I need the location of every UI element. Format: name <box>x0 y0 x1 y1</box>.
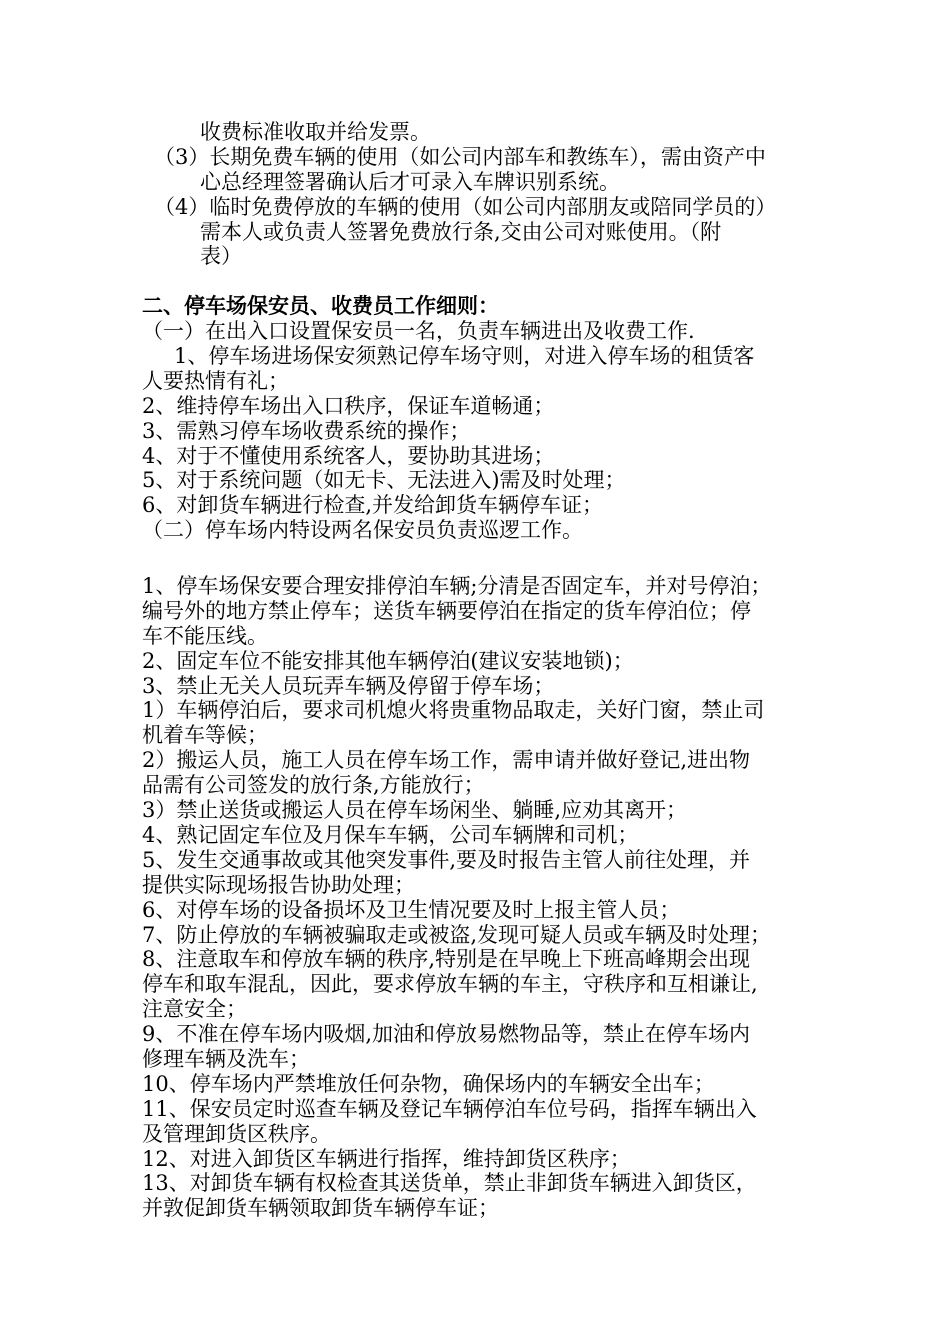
text-line: 10、停车场内严禁堆放任何杂物，确保场内的车辆安全出车； <box>142 1071 715 1096</box>
text-line: 需本人或负责人签署免费放行条,交由公司对账使用。（附 <box>200 219 722 244</box>
text-line: 6、对停车场的设备损坏及卫生情况要及时上报主管人员； <box>142 897 681 922</box>
text-line: （3）长期免费车辆的使用（如公司内部车和教练车），需由资产中 <box>154 144 766 169</box>
text-line: 4、熟记固定车位及月保车车辆，公司车辆牌和司机； <box>142 822 639 847</box>
blank-line <box>142 269 812 294</box>
text-line: 编号外的地方禁止停车；送货车辆要停泊在指定的货车停泊位；停 <box>142 598 751 623</box>
text-line: 品需有公司签发的放行条,方能放行； <box>142 773 485 798</box>
text-line: 提供实际现场报告协助处理； <box>142 872 415 897</box>
text-line: 修理车辆及洗车； <box>142 1046 310 1071</box>
text-line: 8、注意取车和停放车辆的秩序,特别是在早晚上下班高峰期会出现 <box>142 947 751 972</box>
text-line: 3、禁止无关人员玩弄车辆及停留于停车场； <box>142 673 555 698</box>
text-line: 2）搬运人员，施工人员在停车场工作，需申请并做好登记,进出物 <box>142 748 751 773</box>
text-line: 注意安全； <box>142 997 247 1022</box>
text-line: 机着车等候； <box>142 723 268 748</box>
text-line: 1、停车场保安要合理安排停泊车辆;分清是否固定车，并对号停泊； <box>142 574 772 599</box>
text-line: 12、对进入卸货区车辆进行指挥，维持卸货区秩序； <box>142 1146 631 1171</box>
text-line: 收费标准收取并给发票。 <box>200 120 431 144</box>
text-line: 3、需熟习停车场收费系统的操作； <box>142 418 471 443</box>
text-line: 心总经理签署确认后才可录入车牌识别系统。 <box>200 169 620 194</box>
text-line: 3）禁止送货或搬运人员在停车场闲坐、躺睡,应劝其离开； <box>142 798 688 823</box>
text-line: 1、停车场进场保安须熟记停车场守则，对进入停车场的租赁客 <box>174 344 755 369</box>
document-body <box>142 120 812 1221</box>
text-line: 及管理卸货区秩序。 <box>142 1121 331 1146</box>
text-line: （二）停车场内特设两名保安员负责巡逻工作。 <box>142 518 583 543</box>
text-line: 7、防止停放的车辆被骗取走或被盗,发现可疑人员或车辆及时处理； <box>142 922 772 947</box>
text-line: 5、发生交通事故或其他突发事件,要及时报告主管人前往处理，并 <box>142 847 751 872</box>
text-line: 11、保安员定时巡查车辆及登记车辆停泊车位号码，指挥车辆出入 <box>142 1096 757 1121</box>
text-line: 2、维持停车场出入口秩序，保证车道畅通； <box>142 393 555 418</box>
text-line: 5、对于系统问题（如无卡、无法进入)需及时处理； <box>142 468 626 493</box>
text-line: （一）在出入口设置保安员一名，负责车辆进出及收费工作. <box>142 319 695 344</box>
text-line: 4、对于不懂使用系统客人，要协助其进场； <box>142 443 555 468</box>
text-line: 停车和取车混乱，因此，要求停放车辆的车主，守秩序和互相谦让, <box>142 972 758 997</box>
section-heading: 二、停车场保安员、收费员工作细则： <box>142 293 499 319</box>
text-line: 13、对卸货车辆有权检查其送货单，禁止非卸货车辆进入卸货区， <box>142 1171 757 1196</box>
text-line: 人要热情有礼； <box>142 368 289 393</box>
text-line: 2、固定车位不能安排其他车辆停泊(建议安装地锁)； <box>142 648 634 673</box>
text-line: 1）车辆停泊后，要求司机熄火将贵重物品取走，关好门窗，禁止司 <box>142 698 765 723</box>
text-line: 表） <box>200 244 242 269</box>
text-line: 车不能压线。 <box>142 623 268 648</box>
text-line: 并敦促卸货车辆领取卸货车辆停车证； <box>142 1196 499 1221</box>
text-line: 9、不准在停车场内吸烟,加油和停放易燃物品等，禁止在停车场内 <box>142 1022 751 1047</box>
text-line: （4）临时免费停放的车辆的使用（如公司内部朋友或陪同学员的） <box>154 194 777 219</box>
text-line: 6、对卸货车辆进行检查,并发给卸货车辆停车证； <box>142 493 604 518</box>
blank-line <box>142 543 812 568</box>
